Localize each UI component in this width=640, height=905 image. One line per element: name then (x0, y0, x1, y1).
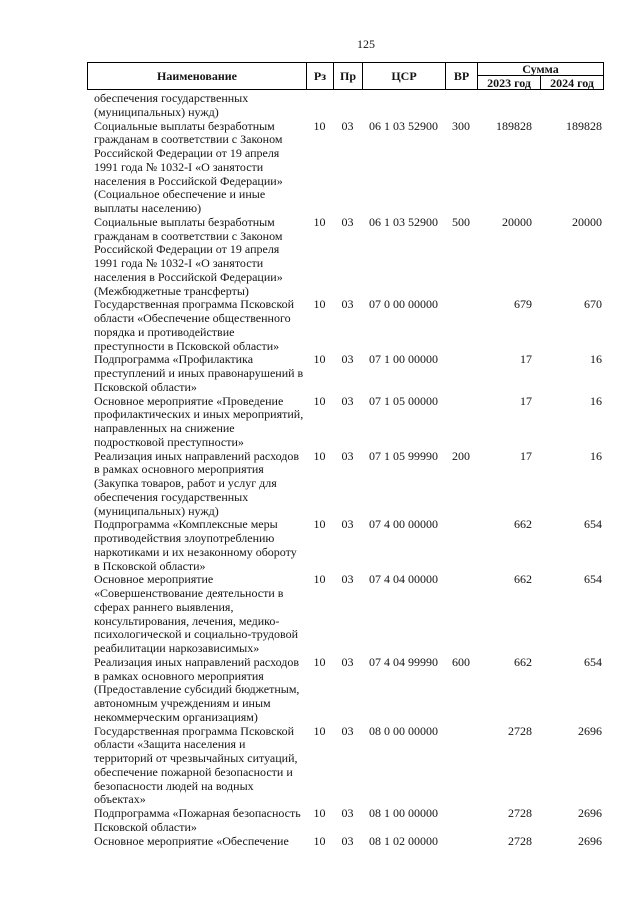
row-name-cell (94, 518, 306, 573)
row-name-line: населения в Российской Федерации» (94, 269, 283, 284)
row-name-line: области «Обеспечение общественного (94, 311, 291, 325)
row-sum-2023-cell: 2728 (508, 833, 532, 848)
table-row (0, 725, 640, 808)
row-pr-cell: 03 (341, 572, 354, 587)
row-csr-cell: 06 1 03 52900 (369, 118, 438, 133)
row-name-cell (94, 450, 306, 519)
row-name-line: Реализация иных направлений расходов (94, 448, 300, 463)
row-name-line: 1991 года № 1032-I «О занятости (94, 159, 264, 174)
table-row (0, 807, 640, 835)
row-sum-2023-cell: 662 (514, 517, 532, 532)
table-row (0, 573, 640, 656)
row-vr-cell: 300 (452, 118, 470, 133)
row-rz-cell: 10 (313, 806, 326, 820)
row-name-line: в рамках основного мероприятия (94, 462, 264, 477)
table-body (0, 92, 640, 848)
row-sum-2023-cell: 662 (514, 654, 532, 669)
row-sum-2024-cell: 654 (584, 572, 602, 587)
row-name-line: Государственная программа Псковской (94, 723, 295, 738)
row-name-line: выплаты населению) (94, 201, 202, 215)
row-name-cell (94, 725, 306, 808)
row-rz-cell: 10 (313, 448, 326, 463)
row-name-line: в рамках основного мероприятия (94, 668, 264, 683)
row-name-line: Социальные выплаты безработным (94, 214, 275, 229)
row-name-line: (Социальное обеспечение и иные (94, 187, 266, 202)
row-name-line: безопасности людей на водных (94, 778, 254, 793)
row-name-line: психологической и социально-трудовой (94, 627, 299, 642)
row-pr-cell: 03 (341, 118, 354, 133)
table-row (0, 216, 640, 299)
row-name-line: Псковской области» (94, 379, 197, 394)
row-name-cell (94, 216, 306, 299)
header-year-2023: 2023 год (477, 76, 540, 89)
row-name-line: территорий от чрезвычайных ситуаций, (94, 751, 298, 765)
row-rz-cell: 10 (313, 214, 326, 229)
row-name-line: (муниципальных) нужд) (94, 104, 219, 119)
row-pr-cell: 03 (341, 517, 354, 532)
row-name-line: Основное мероприятие «Обеспечение (94, 833, 289, 848)
row-sum-2024-cell: 16 (590, 393, 602, 408)
header-vr: ВР (445, 63, 477, 89)
row-name-line: Подпрограмма «Комплексные меры (94, 517, 278, 532)
row-sum-2023-cell: 662 (514, 572, 532, 587)
row-name-cell (94, 395, 306, 450)
row-sum-2024-cell: 2696 (578, 806, 602, 820)
row-rz-cell: 10 (313, 654, 326, 669)
row-vr-cell: 600 (452, 654, 470, 669)
page-number: 125 (357, 37, 375, 51)
row-csr-cell: 07 4 00 00000 (369, 517, 438, 532)
header-year-2024: 2024 год (540, 76, 603, 89)
row-rz-cell: 10 (313, 352, 326, 367)
row-name-line: обеспечения государственных (94, 489, 249, 504)
row-name-line: обеспечения государственных (94, 91, 249, 105)
row-pr-cell: 03 (341, 448, 354, 463)
row-sum-2023-cell: 20000 (502, 214, 532, 229)
row-name-line: сферах раннего выявления, (94, 599, 234, 614)
row-rz-cell: 10 (313, 723, 326, 738)
row-name-line: области «Защита населения и (94, 737, 246, 752)
row-rz-cell: 10 (313, 297, 326, 312)
row-csr-cell: 07 1 00 00000 (369, 352, 438, 367)
row-name-line: Государственная программа Псковской (94, 297, 295, 312)
row-name-line: (Закупка товаров, работ и услуг для (94, 476, 277, 490)
row-pr-cell: 03 (341, 806, 354, 820)
row-sum-2023-cell: 17 (520, 448, 532, 463)
row-sum-2023-cell: 2728 (508, 723, 532, 738)
row-sum-2024-cell: 654 (584, 517, 602, 532)
row-name-line: гражданам в соответствии с Законом (94, 132, 283, 147)
row-pr-cell: 03 (341, 654, 354, 669)
table-row (0, 835, 640, 849)
row-sum-2023-cell: 679 (514, 297, 532, 312)
row-name-line: в Псковской области» (94, 558, 206, 573)
row-name-line: обеспечение пожарной безопасности и (94, 764, 293, 779)
table-row (0, 120, 640, 216)
row-rz-cell: 10 (313, 118, 326, 133)
row-sum-2023-cell: 17 (520, 393, 532, 408)
row-csr-cell: 08 0 00 00000 (369, 723, 438, 738)
row-name-line: (муниципальных) нужд) (94, 503, 219, 518)
row-name-line: наркотиками и их незаконному обороту (94, 544, 297, 559)
row-name-cell (94, 807, 306, 835)
row-sum-2024-cell: 20000 (572, 214, 602, 229)
table-row (0, 518, 640, 573)
row-name-line: Реализация иных направлений расходов (94, 654, 300, 669)
row-name-line: профилактических и иных мероприятий, (94, 407, 304, 422)
row-name-line: противодействия злоупотреблению (94, 531, 275, 545)
row-name-line: автономным учреждениям и иным (94, 696, 271, 710)
row-sum-2023-cell: 189828 (496, 118, 532, 133)
row-rz-cell: 10 (313, 572, 326, 587)
row-csr-cell: 07 4 04 00000 (369, 572, 438, 587)
row-csr-cell: 07 0 00 00000 (369, 297, 438, 312)
row-sum-2024-cell: 670 (584, 297, 602, 312)
row-sum-2024-cell: 16 (590, 448, 602, 463)
row-name-cell (94, 353, 306, 394)
header-pr: Пр (333, 63, 362, 89)
row-rz-cell: 10 (313, 833, 326, 848)
row-pr-cell: 03 (341, 393, 354, 408)
row-name-line: объектах» (94, 792, 146, 807)
row-csr-cell: 07 4 04 99990 (369, 654, 438, 669)
table-row (0, 353, 640, 394)
row-sum-2023-cell: 17 (520, 352, 532, 367)
row-pr-cell: 03 (341, 833, 354, 848)
row-name-line: Подпрограмма «Профилактика (94, 352, 254, 367)
row-name-line: гражданам в соответствии с Законом (94, 228, 283, 243)
row-sum-2024-cell: 2696 (578, 833, 602, 848)
row-sum-2024-cell: 189828 (566, 118, 602, 133)
table-row (0, 395, 640, 450)
row-name-line: порядка и противодействие (94, 324, 235, 339)
row-csr-cell: 06 1 03 52900 (369, 214, 438, 229)
header-sum: Сумма (477, 63, 603, 76)
row-name-line: Псковской области» (94, 819, 197, 834)
table-header (87, 62, 604, 90)
row-pr-cell: 03 (341, 723, 354, 738)
row-name-line: (Предоставление субсидий бюджетным, (94, 682, 300, 697)
row-rz-cell: 10 (313, 393, 326, 408)
row-rz-cell: 10 (313, 517, 326, 532)
row-pr-cell: 03 (341, 297, 354, 312)
row-name-line: 1991 года № 1032-I «О занятости (94, 256, 264, 270)
row-name-line: Социальные выплаты безработным (94, 118, 275, 133)
row-sum-2023-cell: 2728 (508, 806, 532, 820)
table-row (0, 92, 640, 120)
row-name-line: подростковой преступности» (94, 434, 244, 449)
row-vr-cell: 500 (452, 214, 470, 229)
row-vr-cell: 200 (452, 448, 470, 463)
row-csr-cell: 08 1 02 00000 (369, 833, 438, 848)
header-csr: ЦСР (362, 63, 445, 89)
row-pr-cell: 03 (341, 352, 354, 367)
row-name-line: Российской Федерации от 19 апреля (94, 242, 280, 257)
row-name-cell (94, 120, 306, 216)
row-name-cell (94, 656, 306, 725)
row-csr-cell: 07 1 05 00000 (369, 393, 438, 408)
row-sum-2024-cell: 16 (590, 352, 602, 367)
table-row (0, 450, 640, 519)
row-sum-2024-cell: 2696 (578, 723, 602, 738)
row-name-line: направленных на снижение (94, 421, 235, 435)
row-name-line: Российской Федерации от 19 апреля (94, 146, 280, 160)
row-name-line: (Межбюджетные трансферты) (94, 283, 249, 298)
row-name-line: преступлений и иных правонарушений в (94, 366, 304, 380)
row-name-cell (94, 573, 306, 656)
row-name-line: Основное мероприятие «Проведение (94, 393, 284, 408)
row-name-line: реабилитации наркозависимых» (94, 641, 260, 655)
row-sum-2024-cell: 654 (584, 654, 602, 669)
row-name-line: Основное мероприятие (94, 572, 214, 587)
row-csr-cell: 07 1 05 99990 (369, 448, 438, 463)
row-name-cell (94, 835, 306, 849)
header-name: Наименование (157, 69, 237, 83)
row-name-line: населения в Российской Федерации» (94, 173, 283, 188)
row-name-line: «Совершенствование деятельности в (94, 586, 284, 600)
row-name-line: Подпрограмма «Пожарная безопасность (94, 806, 301, 820)
row-pr-cell: 03 (341, 214, 354, 229)
row-name-cell (94, 298, 306, 353)
row-name-line: консультирования, лечения, медико- (94, 613, 280, 628)
row-name-cell (94, 92, 306, 120)
row-name-line: преступности в Псковской области» (94, 338, 280, 353)
row-name-line: некоммерческим организациям) (94, 709, 258, 724)
row-csr-cell: 08 1 00 00000 (369, 806, 438, 820)
header-rz: Рз (306, 63, 333, 89)
table-row (0, 298, 640, 353)
table-row (0, 656, 640, 725)
